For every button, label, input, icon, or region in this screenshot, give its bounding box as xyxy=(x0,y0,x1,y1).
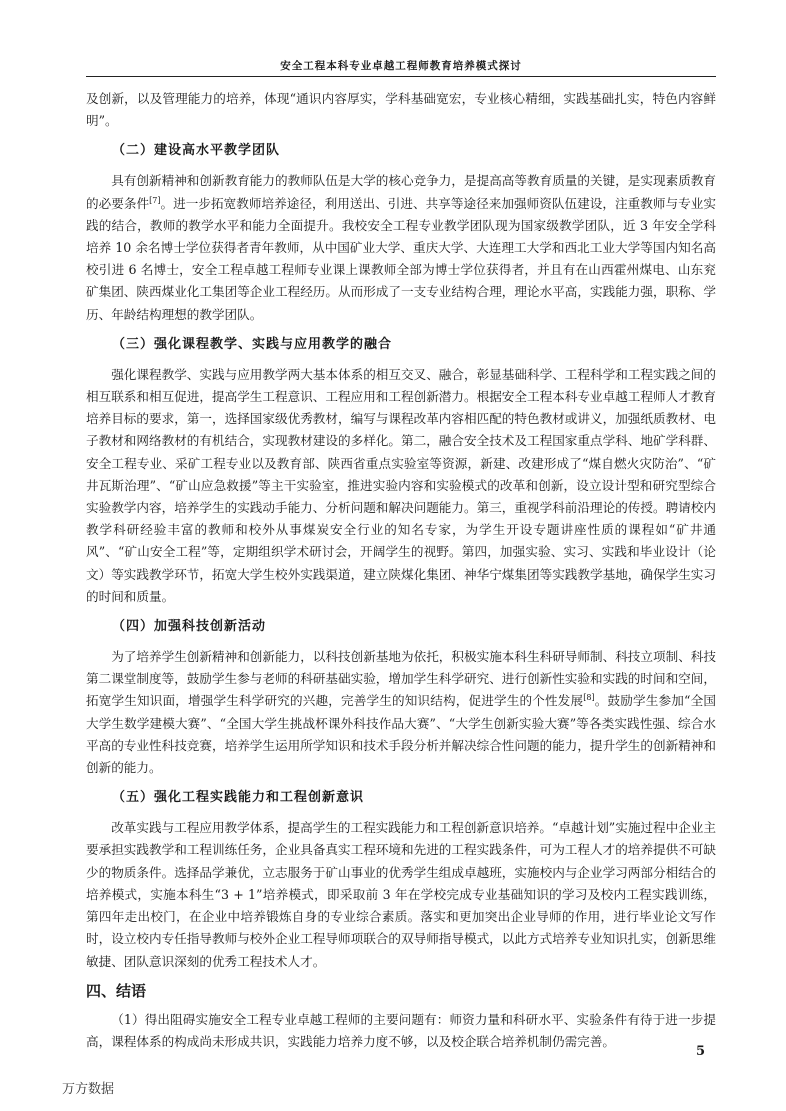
header-rule xyxy=(86,76,716,77)
paragraph-innovation xyxy=(86,646,716,779)
subsection-heading-4: （四）加强科技创新活动 xyxy=(112,619,267,635)
section-heading-conclusion: 四、结语 xyxy=(86,981,147,1000)
paragraph-innovation-part1: 为了培养学生创新精神和创新能力，以科技创新基地为依托，积极实施本科生科研导师制、科技立项制、科技第二课堂制度等，鼓励学生参与老师的科研基础实验，增加学生科学研究、进行创新性实验和实践的时间和空间，拓宽学生知识面，增强学生科学研究的兴趣，完善学生的知识结构，促进学生的个性发展 xyxy=(86,649,716,709)
article-body xyxy=(86,88,716,1053)
citation-7[interactable]: [7] xyxy=(149,195,161,205)
paragraph-intro: 及创新，以及管理能力的培养，体现“通识内容厚实，学科基础宽宏，专业核心精细，实践基础扎实，特色内容鲜明”。 xyxy=(86,91,716,129)
watermark: 万方数据 xyxy=(62,1082,115,1097)
paragraph-course-practice: 强化课程教学、实践与应用教学两大基本体系的相互交叉、融合，彰显基础科学、工程科学和工程实践之间的相互联系和相互促进，提高学生工程意识、工程应用和工程创新潜力。根据安全工程本科专业卓越工程师人才教育培养目标的要求，第一，选择国家级优秀教材，编写与课程改革内容相匹配的特色教材或讲义，加强纸质教材、电子教材和网络教材的有机结合，实现教材建设的多样化。第二，融合安全技术及工程国家重点学科、地矿学科群、安全工程专业、采矿工程专业以及教育部、陕西省重点实验室等资源，新建、改建形成了“煤自燃火灾防治”、“矿井瓦斯治理”、“矿山应急救援”等主干实验室，推进实验内容和实验模式的改革和创新，设立设计型和研究型综合实验教学内容，培养学生的实践动手能力、分析问题和解决问题能力。第三，重视学科前沿理论的传授。聘请校内教学科研经验丰富的教师和校外从事煤炭安全行业的知名专家，为学生开设专题讲座性质的课程如“矿井通风”、“矿山安全工程”等，定期组织学术研讨会，开阔学生的视野。第四，加强实验、实习、实践和毕业设计（论文）等实践教学环节，拓宽大学生校外实践渠道，建立陕煤化集团、神华宁煤集团等实践教学基地，确保学生实习的时间和质量。 xyxy=(86,366,716,604)
subsection-heading-3: （三）强化课程教学、实践与应用教学的融合 xyxy=(112,336,393,352)
page-number: 5 xyxy=(696,1044,706,1059)
paragraph-teaching-team-part1: 具有创新精神和创新教育能力的教师队伍是大学的核心竞争力，是提高高等教育质量的关键，是实现素质教育的必要条件 xyxy=(86,173,716,211)
citation-8[interactable]: [8] xyxy=(583,693,595,703)
subsection-heading-2: （二）建设高水平教学团队 xyxy=(112,143,281,159)
paragraph-conclusion-1: （1）得出阻碍实施安全工程专业卓越工程师的主要问题有：师资力量和科研水平、实验条件有待于进一步提高，课程体系的构成尚未形成共识，实践能力培养力度不够，以及校企联合培养机制仍需完善。 xyxy=(86,1011,716,1049)
paragraph-teaching-team-part2: 。进一步拓宽教师培养途径，利用送出、引进、共享等途径来加强师资队伍建设，注重教师与专业实践的结合，教师的教学水平和能力全面提升。我校安全工程专业教学团队现为国家级教学团队，近 3 年安全学科培养 10 余名博士学位获得者青年教师，从中国矿业大学、重庆大学、大连理工大学和西北工业大学等国内知名高校引进 6 名博士，安全工程卓越工程师专业课上课教师全部为博士学位获得者，并且有在山西霍州煤电、山东兖矿集团、陕西煤业化工集团等企业工程经历。从而形成了一支专业结构合理，理论水平高，实践能力强，职称、学历、年龄结构理想的教学团队。 xyxy=(86,195,717,322)
paragraph-teaching-team xyxy=(86,170,716,325)
paragraph-innovation-part2: 。鼓励学生参加“全国大学生数学建模大赛”、“全国大学生挑战杯课外科技作品大赛”、“大学生创新实验大赛”等各类实践性强、综合水平高的专业性科技竞赛，培养学生运用所学知识和技术手段分析并解决综合性问题的能力，提升学生的创新精神和创新的能力。 xyxy=(86,693,716,776)
paragraph-engineering-practice: 改革实践与工程应用教学体系，提高学生的工程实践能力和工程创新意识培养。“卓越计划”实施过程中企业主要承担实践教学和工程训练任务，企业具备真实工程环境和先进的工程实践条件，可为工程人才的培养提供不可缺少的物质条件。选择品学兼优，立志服务于矿山事业的优秀学生组成卓越班，实施校内与企业学习两部分相结合的培养模式，实施本科生“3 + 1”培养模式，即采取前 3 年在学校完成专业基础知识的学习及校内工程实践训练，第四年走出校门，在企业中培养锻炼自身的专业综合素质。落实和更加突出企业导师的作用，进行毕业论文写作时，设立校内专任指导教师与校外企业工程导师项联合的双导师指导模式，以此方式培养专业知识扎实，创新思维敏捷、团队意识深刻的优秀工程技术人才。 xyxy=(86,820,716,969)
subsection-heading-5: （五）强化工程实践能力和工程创新意识 xyxy=(112,790,365,806)
running-header: 安全工程本科专业卓越工程师教育培养模式探讨 xyxy=(280,60,522,72)
